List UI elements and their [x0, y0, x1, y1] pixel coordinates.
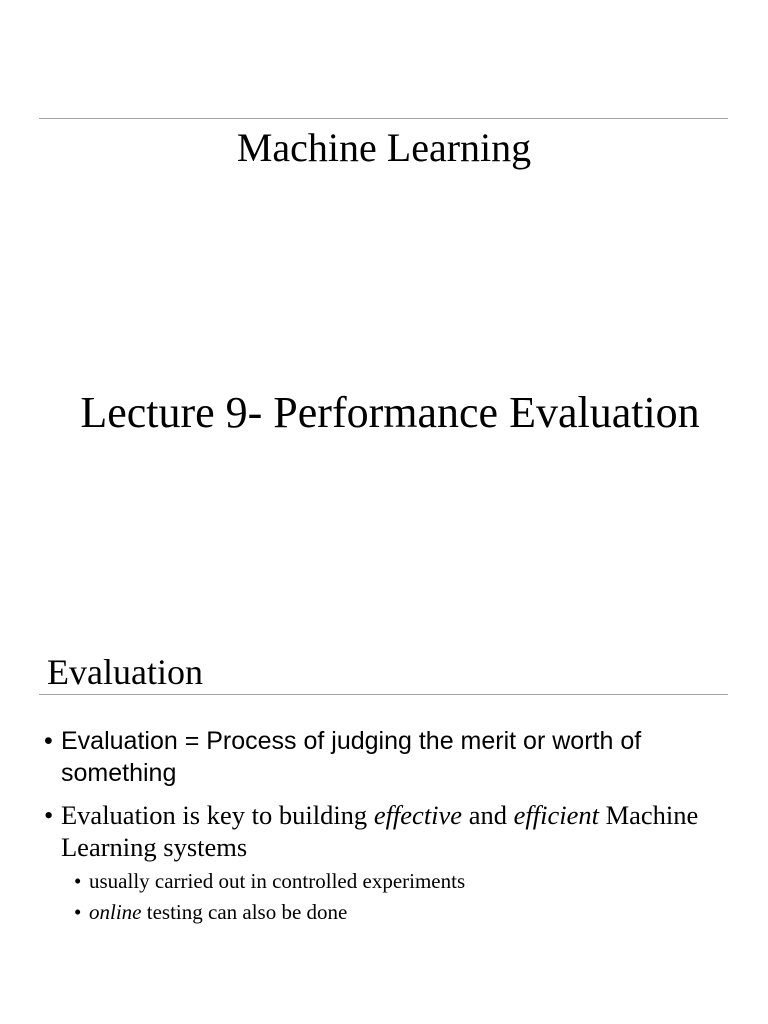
sub-bullet-text: [89, 898, 347, 926]
bullet-icon: •: [44, 800, 54, 830]
top-divider: [39, 118, 728, 119]
emphasis-effective: effective: [373, 800, 463, 830]
course-title: Machine Learning: [236, 125, 532, 170]
emphasis-efficient: efficient: [513, 800, 599, 830]
sub-bullet-item-1: [74, 867, 734, 895]
lecture-title: Lecture 9- Performance Evaluation: [80, 388, 700, 437]
bullet-icon: •: [74, 869, 82, 893]
bullet-item-2: [44, 799, 734, 863]
bullet-icon: •: [74, 900, 82, 924]
section-heading: Evaluation: [47, 652, 203, 692]
bullet-icon: •: [44, 727, 53, 755]
bullet-text-part: and: [462, 800, 514, 830]
sub-bullet-item-2: [74, 898, 734, 926]
bullet-item-1: [44, 725, 734, 789]
bullet-text: [61, 799, 734, 863]
bullet-text-part: Evaluation is key to building: [61, 800, 374, 830]
heading-divider: [39, 694, 728, 695]
bullet-text-part: Machine Learning systems: [61, 800, 699, 862]
sub-bullet-text-part: testing can also be done: [141, 900, 348, 924]
sub-bullet-text: usually carried out in controlled experiments: [89, 869, 466, 893]
emphasis-online: online: [89, 900, 142, 924]
bullet-text: Evaluation = Process of judging the merit or worth of something: [61, 727, 642, 787]
